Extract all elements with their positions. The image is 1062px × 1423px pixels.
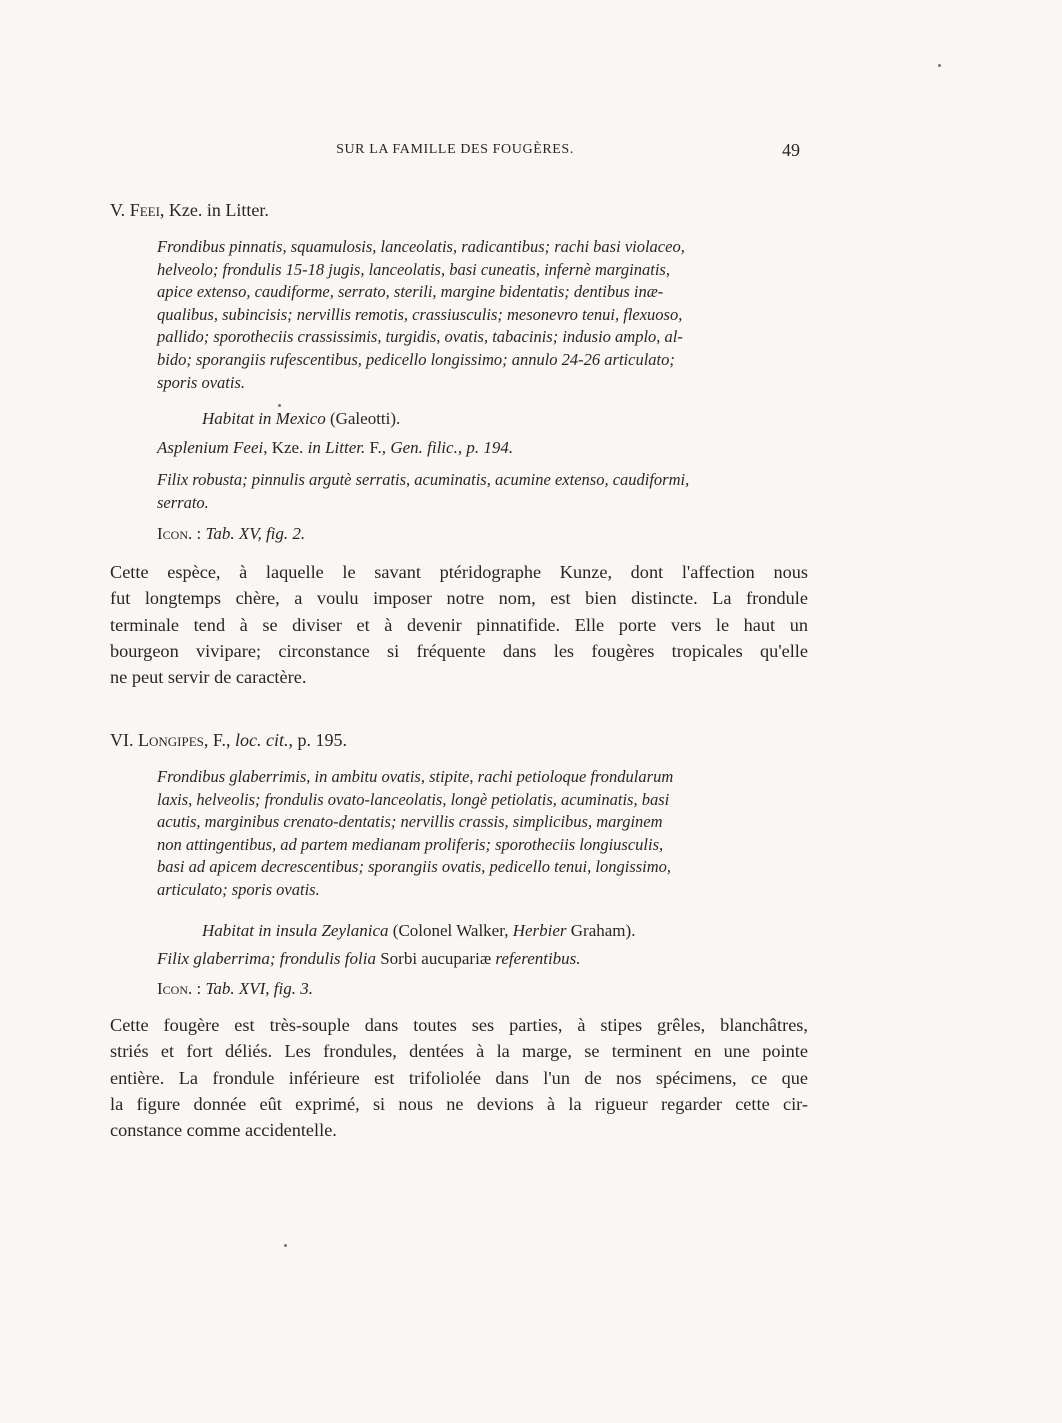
habitat-herbier: Herbier bbox=[512, 921, 567, 940]
species-vi-commentary bbox=[110, 1012, 808, 1143]
species-vi-name: Longipes bbox=[138, 730, 204, 750]
commentary-line: la figure donnée eût exprimé, si nous ne devions à la rigueur regarder cette cir- bbox=[110, 1093, 808, 1114]
species-vi-numeral: VI. bbox=[110, 730, 134, 750]
description-line: articulato; sporis ovatis. bbox=[157, 879, 320, 899]
description-line: qualibus, subincisis; nervillis remotis, crassiusculis; mesonevro tenui, flexuoso, bbox=[157, 304, 683, 324]
icon-label: Icon. bbox=[157, 979, 193, 998]
description-line: basi ad apicem decrescentibus; sporangiis ovatis, pedicello tenui, longissimo, bbox=[157, 857, 672, 877]
description-line: Frondibus glaberrimis, in ambitu ovatis, stipite, rachi petioloque frondularum bbox=[157, 767, 674, 786]
description-line: laxis, helveolis; frondulis ovato-lanceolatis, longè petiolatis, acuminatis, basi bbox=[157, 789, 670, 809]
description-line: helveolo; frondulis 15-18 jugis, lanceolatis, basi cuneatis, infernè marginatis, bbox=[157, 259, 670, 279]
habitat-location: Habitat in Mexico bbox=[202, 409, 326, 428]
species-v-authority: , Kze. in Litter. bbox=[159, 200, 269, 220]
species-vi-icon-ref bbox=[157, 978, 313, 1000]
species-v-name: Feei bbox=[129, 200, 160, 220]
species-vi-habitat bbox=[202, 920, 635, 942]
commentary-line: Cette espèce, à laquelle le savant ptéridographe Kunze, dont l'affection nous bbox=[110, 562, 808, 582]
description-line: bido; sporangiis rufescentibus, pedicello longissimo; annulo 24-26 articulato; bbox=[157, 349, 675, 369]
description-line: Frondibus pinnatis, squamulosis, lanceolatis, radicantibus; rachi basi violaceo, bbox=[157, 237, 685, 256]
commentary-line: striés et fort déliés. Les frondules, dentées à la marge, se terminent en une pointe bbox=[110, 1041, 808, 1062]
commentary-line: Cette fougère est très-souple dans toutes ses parties, à stipes grêles, blanchâtres, bbox=[110, 1015, 808, 1035]
habitat-location: Habitat in insula Zeylanica bbox=[202, 921, 389, 940]
filix-line: Filix robusta; pinnulis argutè serratis, acuminatis, acumine extenso, caudiformi, bbox=[157, 470, 690, 489]
filix-italic: Filix glaberrima; frondulis folia bbox=[157, 949, 376, 968]
filix-italic-end: referentibus. bbox=[495, 949, 581, 968]
icon-plate: Tab. XV, fig. 2. bbox=[205, 524, 306, 543]
species-vi-heading bbox=[110, 728, 347, 752]
species-vi-loc: loc. cit. bbox=[234, 730, 289, 750]
icon-separator: : bbox=[192, 979, 206, 998]
habitat-collector: (Colonel Walker, bbox=[388, 921, 513, 940]
description-line: acutis, marginibus crenato-dentatis; nervillis crassis, simplicibus, marginem bbox=[157, 812, 663, 832]
icon-plate: Tab. XVI, fig. 3. bbox=[205, 979, 314, 998]
paper-speck bbox=[278, 404, 281, 407]
description-line: non attingentibus, ad partem medianam proliferis; sporotheciis longiusculis, bbox=[157, 834, 664, 854]
species-v-habitat bbox=[202, 408, 400, 430]
commentary-line: terminale tend à se diviser et à devenir pinnatifide. Elle porte vers le haut un bbox=[110, 614, 808, 635]
habitat-collector: (Galeotti). bbox=[325, 409, 401, 428]
synonym-work2: Gen. filic., p. 194. bbox=[390, 438, 514, 457]
description-line: apice extenso, caudiforme, serrato, sterili, margine bidentatis; dentibus inæ- bbox=[157, 282, 664, 302]
habitat-end: Graham). bbox=[566, 921, 636, 940]
icon-separator: : bbox=[192, 524, 206, 543]
running-title: SUR LA FAMILLE DES FOUGÈRES. bbox=[336, 142, 574, 157]
commentary-line: entière. La frondule inférieure est trifoliolée dans l'un de nos spécimens, ce que bbox=[110, 1067, 808, 1088]
species-v-numeral: V. bbox=[110, 200, 126, 220]
species-v-description bbox=[157, 236, 807, 394]
species-v-icon-ref bbox=[157, 523, 305, 545]
commentary-line: ne peut servir de caractère. bbox=[110, 667, 307, 688]
species-v-synonym bbox=[157, 437, 513, 459]
species-vi-authority: , F., bbox=[203, 730, 235, 750]
paper-speck bbox=[284, 1244, 287, 1247]
page-number: 49 bbox=[782, 140, 800, 160]
species-vi-description bbox=[157, 766, 807, 902]
species-v-heading bbox=[110, 198, 269, 222]
species-v-commentary bbox=[110, 559, 808, 690]
commentary-line: constance comme accidentelle. bbox=[110, 1120, 337, 1141]
description-line: pallido; sporotheciis crassissimis, turgidis, ovatis, tabacinis; indusio amplo, al- bbox=[157, 327, 683, 347]
synonym-work: in Litter. bbox=[307, 438, 366, 457]
commentary-line: fut longtemps chère, a voulu imposer notre nom, est bien distincte. La frondule bbox=[110, 588, 808, 609]
filix-roman: Sorbi aucupariæ bbox=[375, 949, 496, 968]
synonym-author2: F., bbox=[365, 438, 391, 457]
filix-line: serrato. bbox=[157, 492, 209, 512]
commentary-line: bourgeon vivipare; circonstance si fréquente dans les fougères tropicales qu'elle bbox=[110, 640, 808, 661]
synonym-name: Asplenium Feei bbox=[157, 438, 264, 457]
icon-label: Icon. bbox=[157, 524, 193, 543]
species-vi-filix bbox=[157, 948, 581, 970]
description-line: sporis ovatis. bbox=[157, 372, 246, 392]
synonym-author: , Kze. bbox=[263, 438, 308, 457]
running-head bbox=[110, 142, 800, 164]
species-v-filix bbox=[157, 469, 807, 514]
paper-speck bbox=[938, 64, 941, 67]
species-vi-page: , p. 195. bbox=[288, 730, 347, 750]
